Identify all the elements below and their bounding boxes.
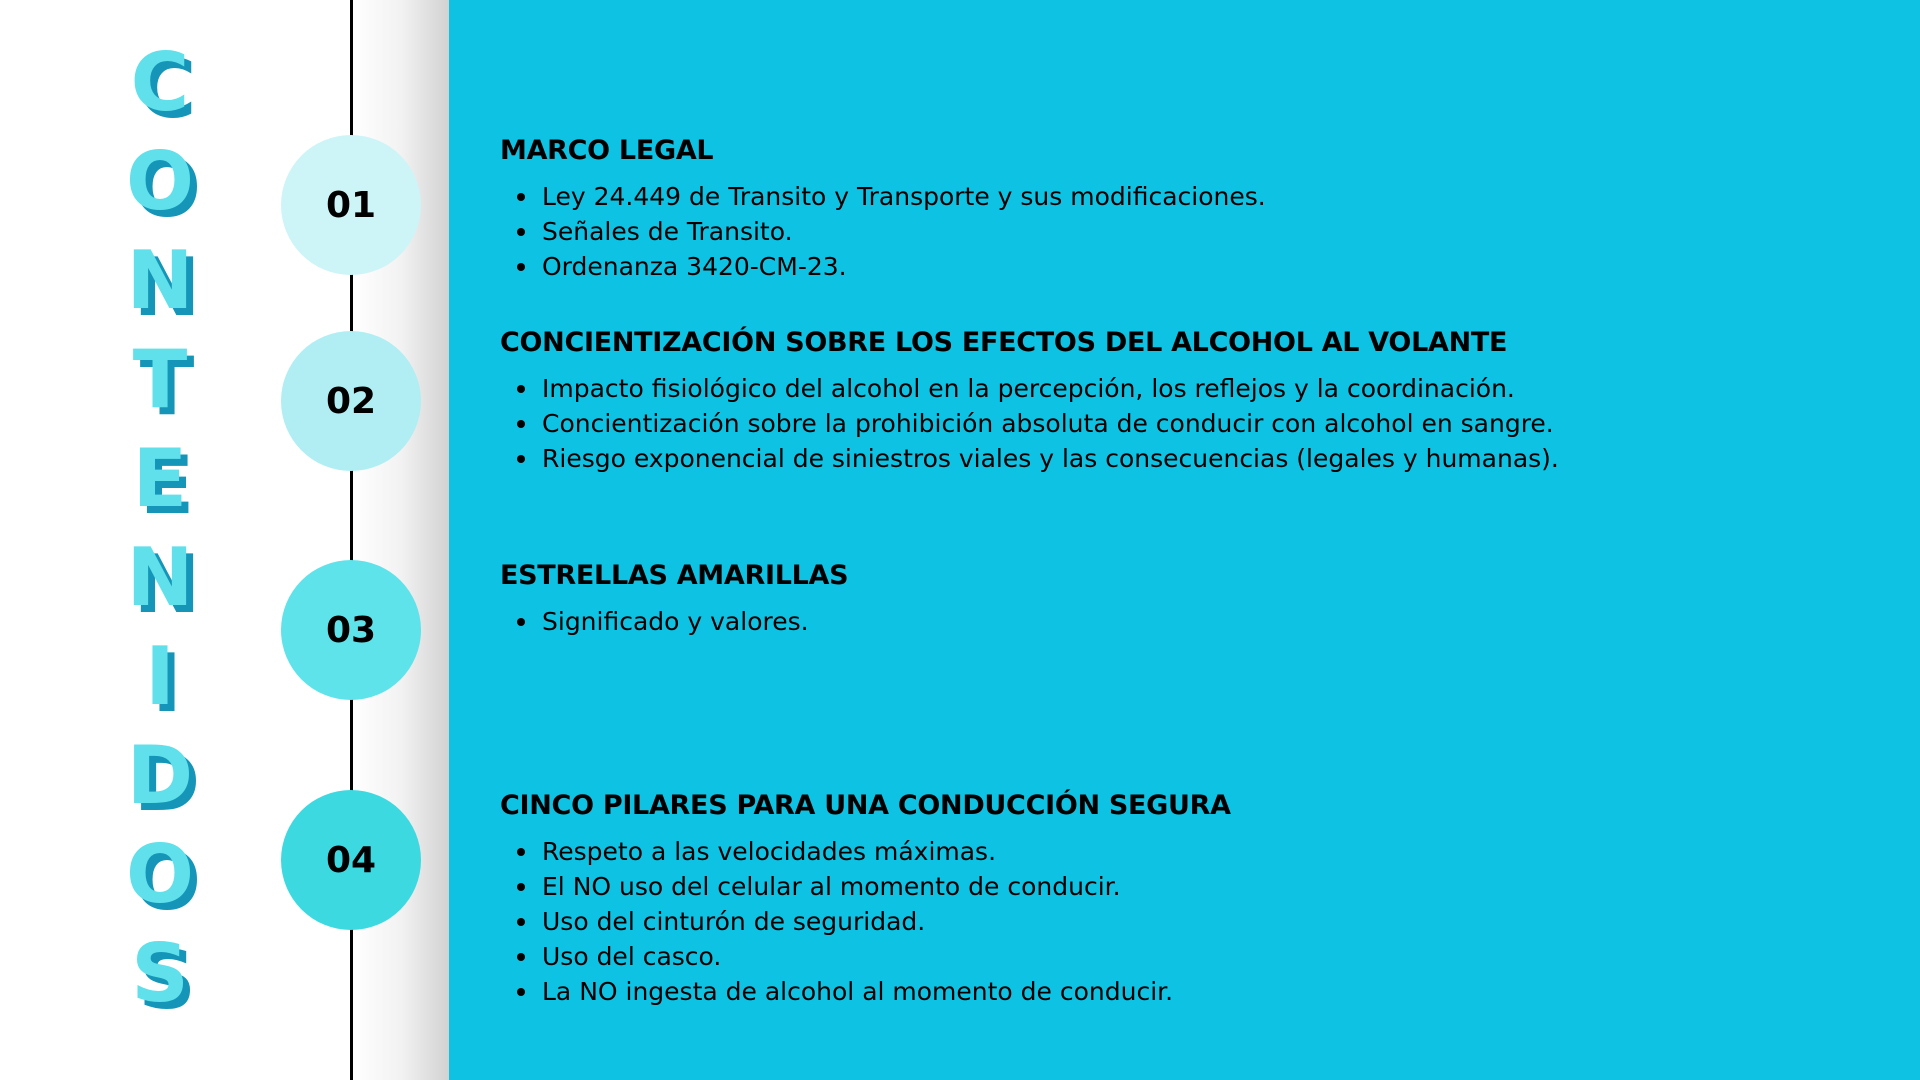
- bullet-list: [500, 604, 1880, 639]
- title-letter: I: [145, 630, 175, 723]
- title-letter: O: [125, 828, 194, 921]
- list-item: Riesgo exponencial de siniestros viales y las consecuencias (legales y humanas).: [500, 441, 1880, 476]
- section-number-circle-4: 04: [281, 790, 421, 930]
- title-letter: C: [130, 36, 190, 129]
- title-letter: N: [126, 234, 194, 327]
- section-heading: ESTRELLAS AMARILLAS: [500, 560, 849, 591]
- list-item: Respeto a las velocidades máximas.: [500, 834, 1880, 869]
- title-letter: E: [132, 432, 188, 525]
- section-number-circle-3: 03: [281, 560, 421, 700]
- section-heading: MARCO LEGAL: [500, 135, 714, 166]
- list-item: La NO ingesta de alcohol al momento de conducir.: [500, 974, 1880, 1009]
- section-alcohol-awareness: [500, 325, 1880, 476]
- section-estrellas-amarillas: [500, 558, 1880, 639]
- list-item: El NO uso del celular al momento de conducir.: [500, 869, 1880, 904]
- list-item: Ordenanza 3420-CM-23.: [500, 249, 1880, 284]
- list-item: Uso del casco.: [500, 939, 1880, 974]
- bullet-list: [500, 371, 1880, 476]
- list-item: Uso del cinturón de seguridad.: [500, 904, 1880, 939]
- section-heading: CONCIENTIZACIÓN SOBRE LOS EFECTOS DEL ALCOHOL AL VOLANTE: [500, 327, 1508, 358]
- vertical-title: [100, 38, 220, 1038]
- section-heading: CINCO PILARES PARA UNA CONDUCCIÓN SEGURA: [500, 790, 1231, 821]
- title-letter: S: [131, 927, 189, 1020]
- list-item: Ley 24.449 de Transito y Transporte y sus modificaciones.: [500, 179, 1880, 214]
- list-item: Señales de Transito.: [500, 214, 1880, 249]
- section-marco-legal: [500, 133, 1880, 284]
- section-cinco-pilares: [500, 788, 1880, 1009]
- list-item: Impacto fisiológico del alcohol en la percepción, los reflejos y la coordinación.: [500, 371, 1880, 406]
- list-item: Concientización sobre la prohibición absoluta de conducir con alcohol en sangre.: [500, 406, 1880, 441]
- bullet-list: [500, 179, 1880, 284]
- bullet-list: [500, 834, 1880, 1009]
- title-letter: N: [126, 531, 194, 624]
- title-letter: O: [125, 135, 194, 228]
- section-number-circle-1: 01: [281, 135, 421, 275]
- title-letter: D: [126, 729, 194, 822]
- list-item: Significado y valores.: [500, 604, 1880, 639]
- title-letter: T: [132, 333, 188, 426]
- section-number-circle-2: 02: [281, 331, 421, 471]
